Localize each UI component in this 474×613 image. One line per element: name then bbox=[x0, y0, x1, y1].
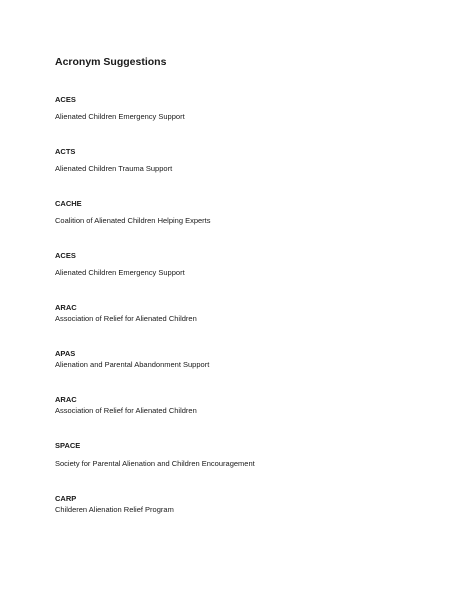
acronym-2-meaning: Alienated Children Trauma Support bbox=[55, 164, 173, 173]
acronym-5: ARAC bbox=[55, 303, 77, 312]
acronym-1-meaning: Alienated Children Emergency Support bbox=[55, 112, 185, 121]
acronym-6-meaning: Alienation and Parental Abandonment Support bbox=[55, 360, 210, 369]
acronym-2: ACTS bbox=[55, 147, 76, 156]
acronym-9: CARP bbox=[55, 494, 77, 503]
acronym-1: ACES bbox=[55, 95, 76, 104]
acronym-4: ACES bbox=[55, 251, 76, 260]
page-title: Acronym Suggestions bbox=[55, 56, 167, 68]
acronym-3-meaning: Coalition of Alienated Children Helping Experts bbox=[55, 216, 211, 225]
acronym-8: SPACE bbox=[55, 441, 81, 450]
acronym-8-meaning: Society for Parental Alienation and Children Encouragement bbox=[55, 459, 255, 468]
acronym-9-meaning: Childeren Alienation Relief Program bbox=[55, 505, 174, 514]
acronym-5-meaning: Association of Relief for Alienated Children bbox=[55, 314, 197, 323]
acronym-6: APAS bbox=[55, 349, 76, 358]
acronym-7: ARAC bbox=[55, 395, 77, 404]
acronym-4-meaning: Alienated Children Emergency Support bbox=[55, 268, 185, 277]
acronym-7-meaning: Association of Relief for Alienated Children bbox=[55, 406, 197, 415]
acronym-3: CACHE bbox=[55, 199, 82, 208]
